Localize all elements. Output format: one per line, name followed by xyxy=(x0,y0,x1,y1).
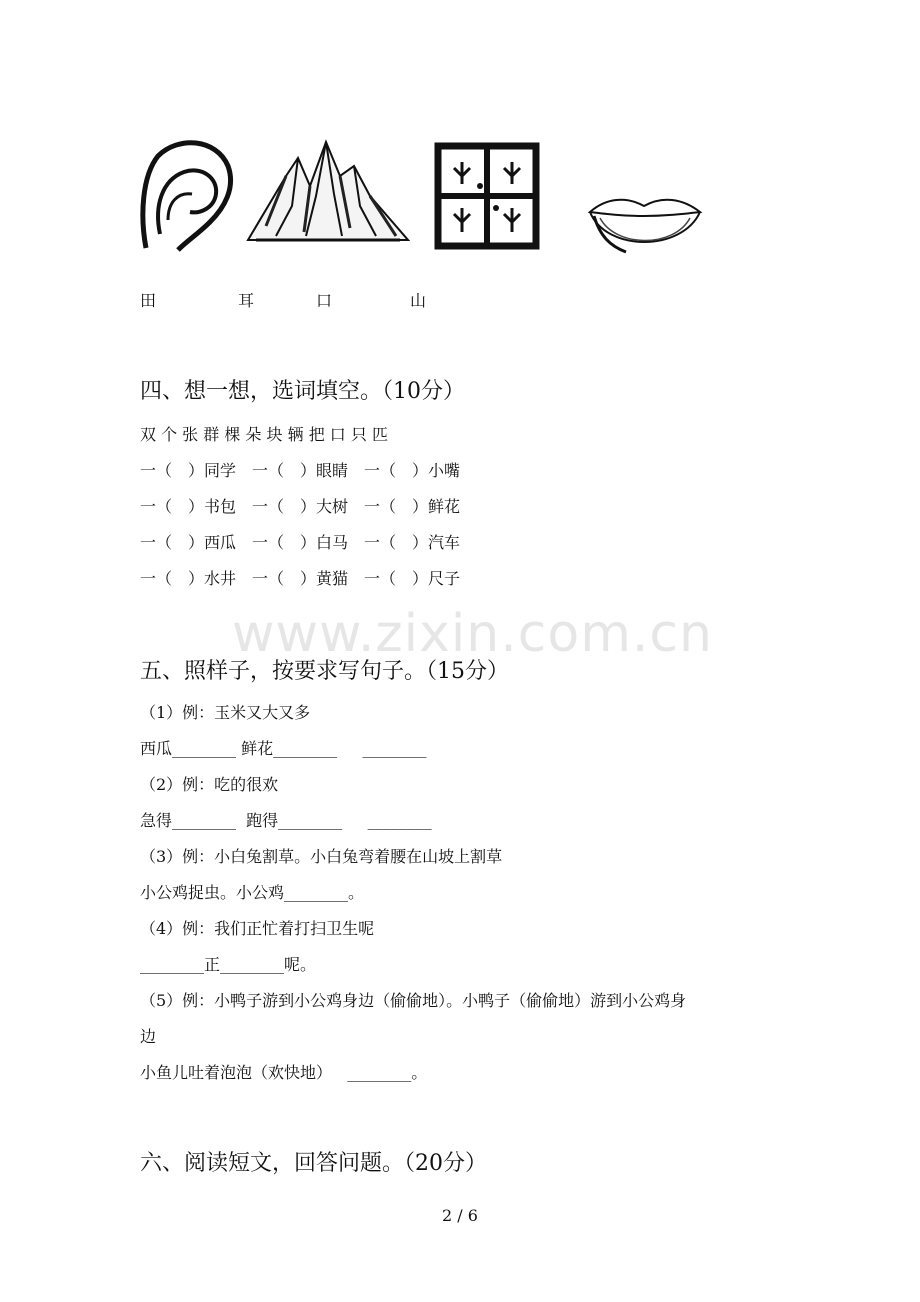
example-line: （3）例：小白兔割草。小白兔弯着腰在山坡上割草 xyxy=(140,847,503,866)
answer-line: 小鱼儿吐着泡泡（欢快地） ________。 xyxy=(140,1063,428,1082)
example-line: （1）例：玉米又大又多 xyxy=(140,703,311,722)
answer-line: 西瓜________ 鲜花________ ________ xyxy=(140,739,427,758)
character-label: 田 xyxy=(140,291,157,310)
example-line-continued: 边 xyxy=(140,1027,157,1046)
ear-drawing-icon xyxy=(138,136,234,256)
character-label: 口 xyxy=(316,291,333,310)
answer-line: 急得________ 跑得________ ________ xyxy=(140,811,432,830)
mountain-drawing-icon xyxy=(246,136,410,248)
character-label: 耳 xyxy=(238,291,255,310)
section-4-title: 四、想一想，选词填空。（10分） xyxy=(140,379,465,404)
answer-line: 小公鸡捉虫。小公鸡________。 xyxy=(140,883,365,902)
mouth-drawing-icon xyxy=(586,192,704,268)
example-line: （4）例：我们正忙着打扫卫生呢 xyxy=(140,919,375,938)
fill-row: 一（ ）书包 一（ ）大树 一（ ）鲜花 xyxy=(140,497,461,516)
section-5-title: 五、照样子，按要求写句子。（15分） xyxy=(140,659,509,684)
fill-row: 一（ ）同学 一（ ）眼睛 一（ ）小嘴 xyxy=(140,461,461,480)
character-label: 山 xyxy=(410,291,427,310)
fill-row: 一（ ）西瓜 一（ ）白马 一（ ）汽车 xyxy=(140,533,461,552)
watermark: www.zixin.com.cn xyxy=(232,604,713,664)
page-number: 2 / 6 xyxy=(442,1206,478,1225)
section-6-title: 六、阅读短文，回答问题。（20分） xyxy=(140,1151,487,1176)
example-line: （5）例：小鸭子游到小公鸡身边（偷偷地）。小鸭子（偷偷地）游到小公鸡身 xyxy=(140,991,687,1010)
example-line: （2）例：吃的很欢 xyxy=(140,775,279,794)
field-grid-drawing-icon xyxy=(434,142,540,250)
word-bank: 双 个 张 群 棵 朵 块 辆 把 口 只 匹 xyxy=(140,425,388,444)
fill-row: 一（ ）水井 一（ ）黄猫 一（ ）尺子 xyxy=(140,569,461,588)
answer-line: ________正________呢。 xyxy=(140,955,317,974)
